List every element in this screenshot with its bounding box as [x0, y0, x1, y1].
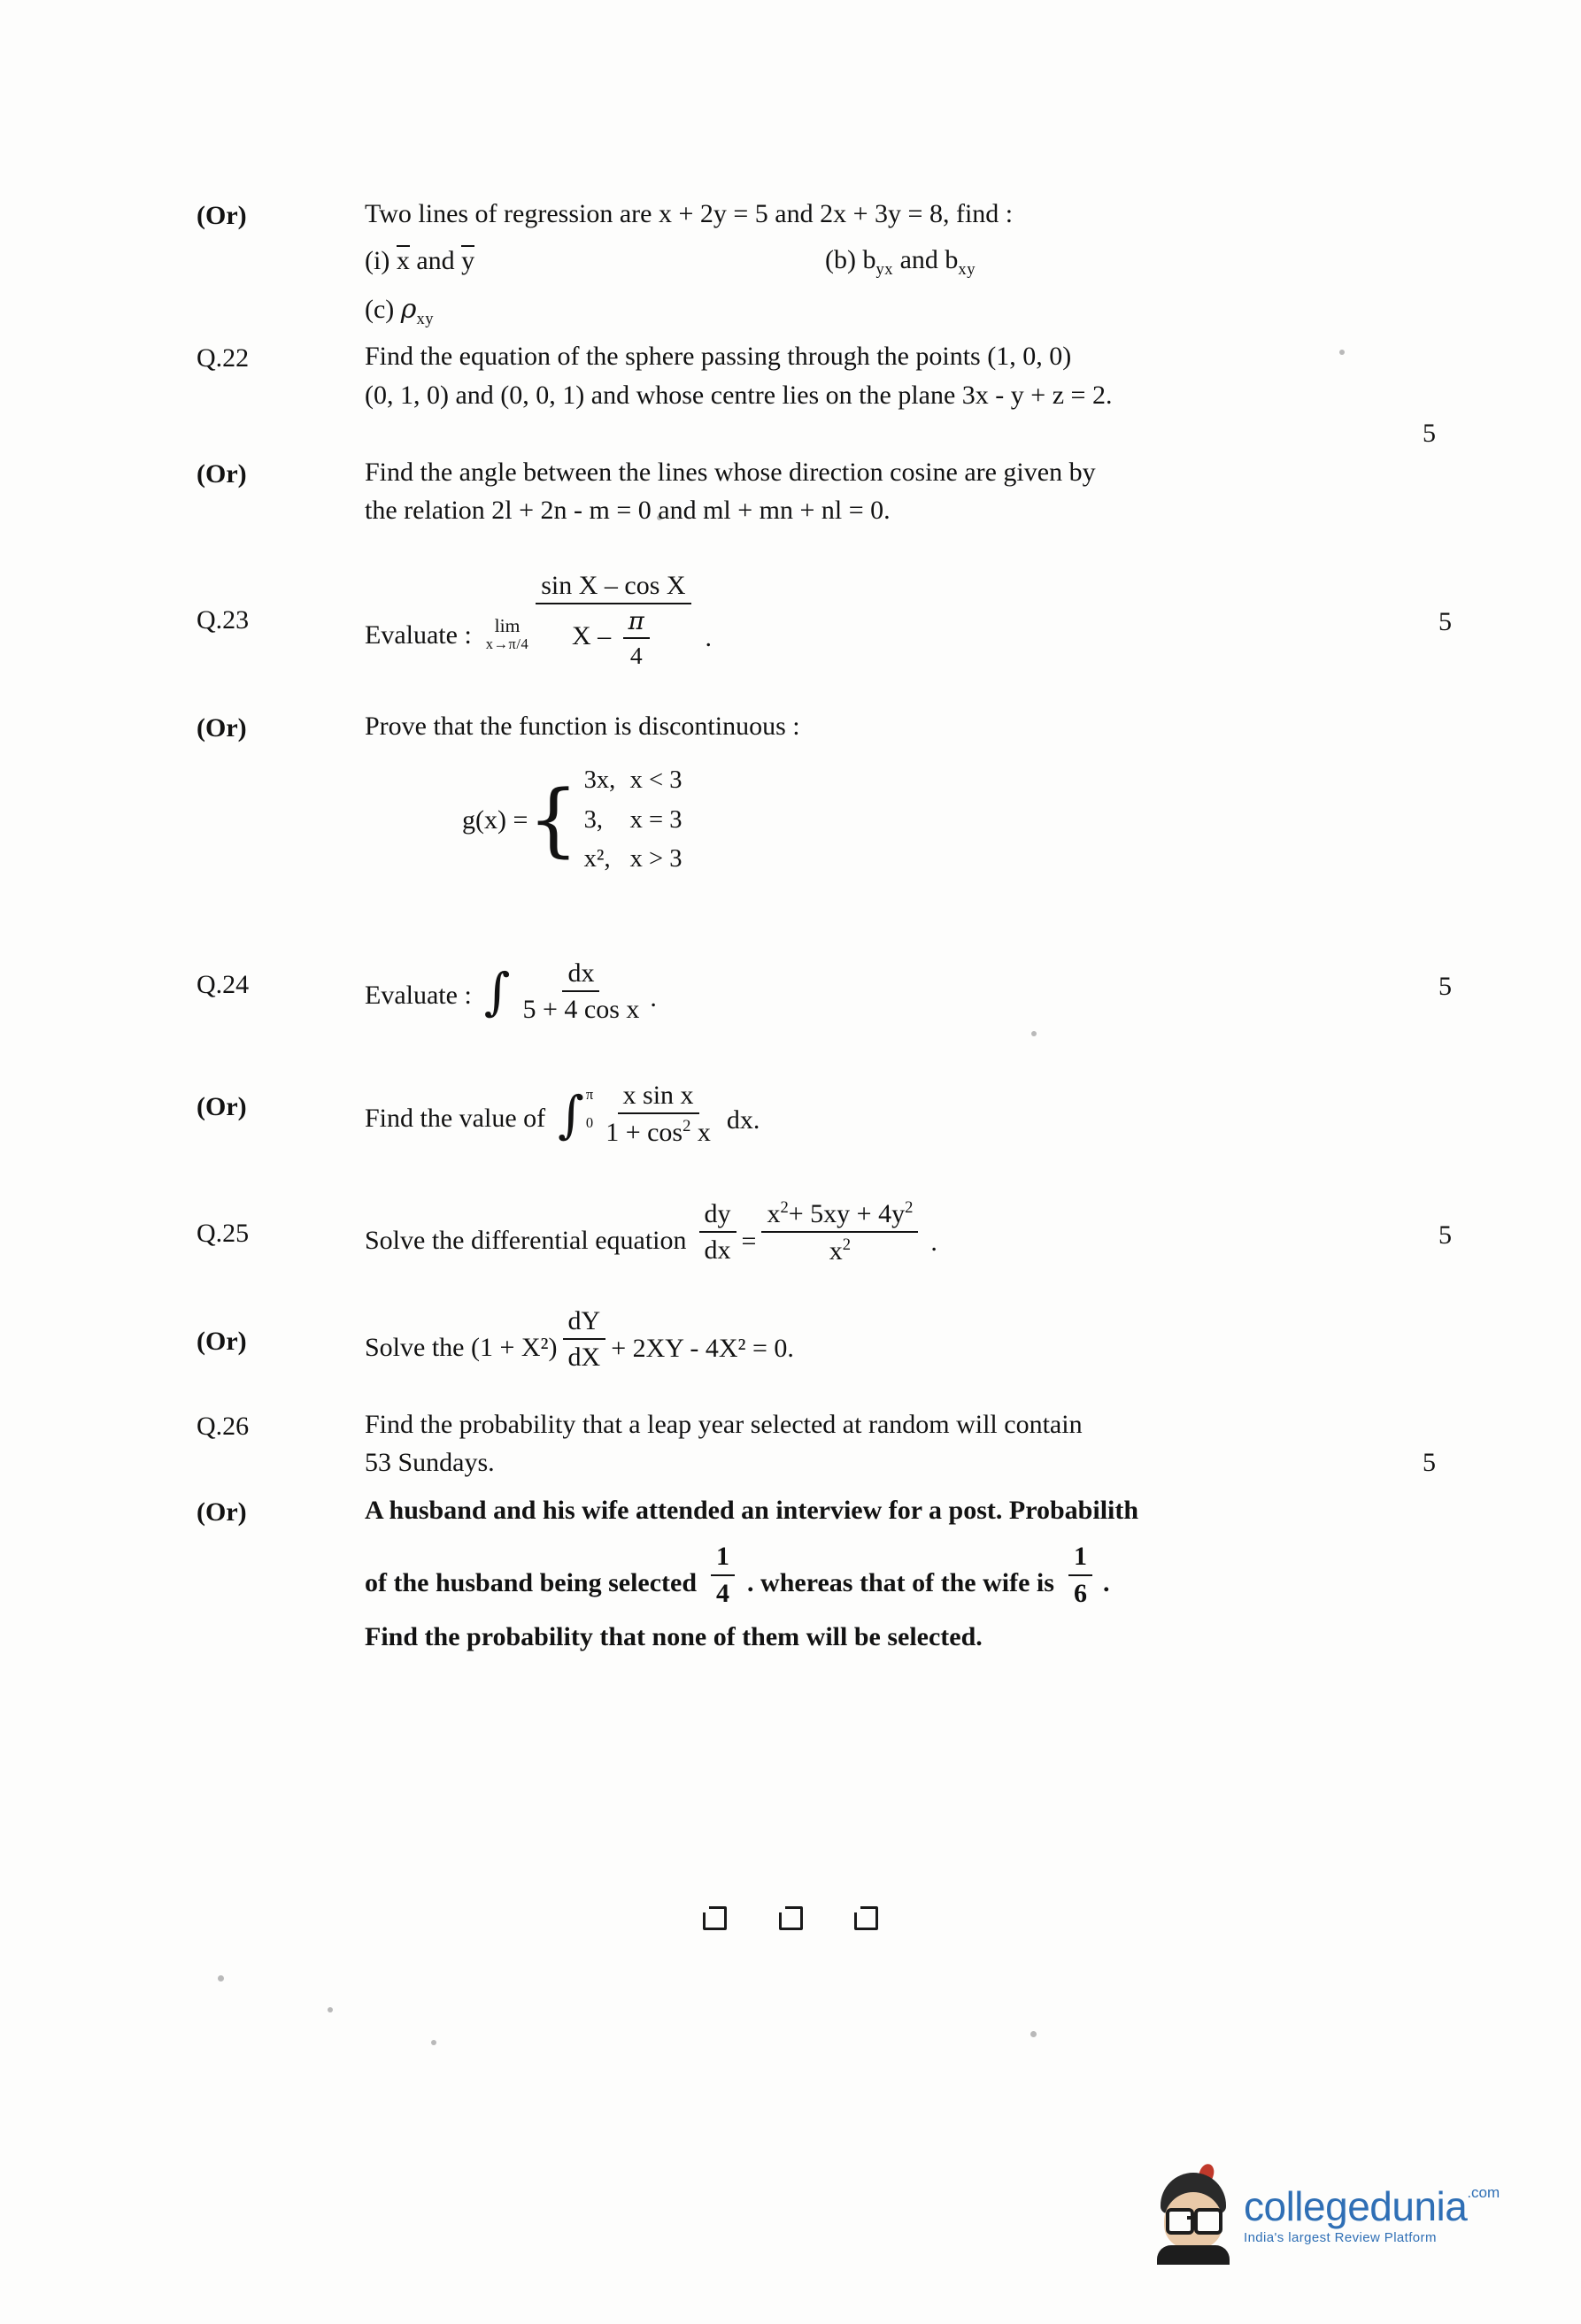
question-item	[197, 1405, 1436, 1482]
question-line-1: Find the equation of the sphere passing through the points (1, 0, 0)	[365, 342, 1072, 372]
question-line-2	[365, 1542, 1436, 1609]
fraction-denominator: dx	[704, 1235, 731, 1266]
solve-expression	[365, 1301, 1436, 1374]
square-icon	[703, 1906, 727, 1930]
question-label: Q.22	[197, 343, 250, 373]
question-subitems-row	[365, 241, 1436, 282]
question-label: Q.26	[197, 1411, 250, 1441]
question-item	[197, 337, 1436, 453]
question-label: Q.25	[197, 1218, 250, 1248]
watermark	[1155, 2173, 1500, 2258]
question-label: (Or)	[197, 201, 247, 230]
subitem-i	[365, 242, 825, 281]
fraction-numerator: 1	[711, 1542, 735, 1576]
scan-speck	[328, 2007, 333, 2012]
question-line-1: Find the angle between the lines whose direction cosine are given by	[365, 457, 1096, 487]
case-value: 3,	[583, 805, 604, 834]
equals-sign: =	[741, 1227, 757, 1257]
question-label: (Or)	[197, 1091, 247, 1121]
question-item	[197, 1491, 1436, 1657]
square-icon	[854, 1906, 878, 1930]
question-list	[197, 195, 1452, 1662]
evaluate-prefix: Evaluate :	[365, 620, 472, 650]
fraction-numerator: sin X – cos X	[536, 571, 690, 605]
piecewise-function	[462, 761, 1436, 879]
square-icon	[779, 1906, 803, 1930]
question-label: (Or)	[197, 458, 247, 489]
question-prefix: Find the value of	[365, 1103, 546, 1133]
line2-mid: . whereas that of the wife is	[747, 1567, 1054, 1597]
integrand-fraction	[600, 1081, 716, 1149]
question-text: Two lines of regression are x + 2y = 5 and 2x + 3y = 8, find :	[365, 199, 1014, 228]
fraction-numerator: dY	[563, 1306, 606, 1341]
limit-fraction	[536, 571, 690, 670]
numerator-exponent: 2	[780, 1197, 789, 1217]
subitem-c	[365, 290, 1436, 332]
denominator-pre: 1 + cos	[605, 1118, 683, 1148]
denominator-post: x	[697, 1118, 711, 1148]
case-condition: x = 3	[629, 805, 683, 834]
limit-label: lim	[494, 614, 521, 636]
question-item	[197, 570, 1452, 670]
pi-symbol: π	[623, 607, 650, 639]
watermark-text	[1244, 2185, 1500, 2244]
fraction-denominator: 4	[716, 1578, 730, 1608]
question-body	[365, 1301, 1436, 1374]
fraction-denominator	[824, 1233, 856, 1267]
question-item	[197, 1070, 1436, 1149]
case-value: 3x,	[583, 766, 616, 795]
question-text: Prove that the function is discontinuous :	[365, 711, 800, 741]
subitem-i-and: and	[416, 246, 455, 276]
denominator-pre: x	[829, 1236, 843, 1266]
integral-upper-limit: π	[585, 1085, 594, 1103]
left-brace-icon: {	[528, 773, 579, 866]
differential-equation-expression	[365, 1191, 1436, 1267]
question-line-2: (0, 1, 0) and (0, 0, 1) and whose centre lies on the plane 3x - y + z = 2.	[365, 380, 1113, 410]
watermark-brand-name: collegedunia	[1244, 2183, 1468, 2230]
watermark-brand	[1244, 2185, 1500, 2228]
one-fourth-fraction	[711, 1542, 735, 1609]
fraction-numerator: 1	[1068, 1542, 1092, 1576]
b-yx: b	[862, 244, 876, 274]
b-yx-subscript: yx	[875, 259, 894, 279]
integrand-fraction	[517, 958, 644, 1026]
question-line-2-row	[365, 1443, 1436, 1482]
evaluate-expression	[365, 571, 1436, 670]
question-marks: 5	[1423, 419, 1436, 449]
rhs-fraction	[761, 1198, 918, 1267]
integral-limits	[585, 1085, 594, 1132]
question-suffix: dx.	[726, 1104, 760, 1135]
fraction-denominator: dX	[567, 1343, 601, 1373]
integral-icon: ∫	[483, 963, 511, 1022]
question-line-3: Find the probability that none of them will be selected.	[365, 1622, 983, 1652]
definite-integral-expression	[365, 1070, 1436, 1149]
question-item	[197, 1301, 1436, 1374]
question-body	[365, 337, 1436, 453]
question-line-2: the relation 2l + 2n - m = 0 and ml + mn + nl = 0.	[365, 496, 891, 526]
question-body	[365, 946, 1452, 1026]
denominator-left: X –	[571, 621, 612, 651]
subitem-b	[825, 241, 976, 282]
scan-speck	[1030, 2031, 1037, 2037]
evaluate-expression	[365, 946, 1436, 1026]
one-sixth-fraction	[1068, 1542, 1092, 1609]
question-suffix: + 2XY - 4X² = 0.	[611, 1334, 794, 1364]
trailing-period: .	[705, 623, 713, 653]
trailing-period: .	[650, 983, 657, 1013]
numerator-pre: x	[767, 1198, 781, 1228]
question-item	[197, 946, 1452, 1026]
four: 4	[629, 642, 643, 670]
question-item	[197, 707, 1436, 879]
case-condition: x > 3	[629, 844, 683, 873]
question-body	[365, 453, 1436, 530]
limit-subscript: x→π/4	[485, 635, 529, 652]
question-label: (Or)	[197, 712, 247, 743]
scan-speck	[431, 2040, 436, 2045]
question-body	[365, 195, 1436, 332]
numerator-post: + 5xy + 4y	[788, 1198, 906, 1228]
case-row	[584, 840, 683, 879]
question-line-1: A husband and his wife attended an interview for a post. Probabilith	[365, 1495, 1139, 1525]
denominator-exponent: 2	[683, 1117, 691, 1136]
question-label: (Or)	[197, 1497, 247, 1527]
subitem-i-label: (i)	[365, 246, 390, 276]
b-xy: b	[945, 244, 959, 274]
question-body	[365, 1191, 1452, 1267]
question-body	[365, 1405, 1436, 1482]
case-value: x²,	[583, 844, 611, 873]
limit-operator	[486, 589, 528, 651]
question-marks: 5	[1438, 971, 1452, 1001]
integral-icon: ∫	[558, 1085, 584, 1144]
dy-dx-fraction	[699, 1199, 737, 1266]
question-item	[197, 453, 1436, 530]
fraction-numerator: x sin x	[618, 1081, 699, 1115]
question-item	[197, 195, 1436, 332]
fraction-denominator	[567, 604, 660, 669]
denominator-exponent: 2	[842, 1235, 852, 1255]
fraction-numerator: dx	[562, 958, 599, 993]
question-line-2: 53 Sundays.	[365, 1448, 495, 1478]
brace-group	[528, 761, 682, 879]
question-prefix: Solve the differential equation	[365, 1226, 687, 1256]
fraction-denominator: 6	[1073, 1578, 1087, 1608]
line2-post: .	[1102, 1567, 1110, 1597]
question-body	[365, 1070, 1436, 1149]
student-avatar-icon	[1155, 2173, 1231, 2258]
end-of-paper-marker	[0, 1905, 1581, 1938]
x-bar: x	[396, 246, 410, 276]
evaluate-prefix: Evaluate :	[365, 981, 472, 1011]
integral-lower-limit: 0	[585, 1114, 594, 1132]
fraction-denominator	[600, 1114, 716, 1149]
rho-symbol: ρ	[400, 294, 417, 326]
question-line-1: Find the probability that a leap year selected at random will contain	[365, 1409, 1083, 1439]
fraction-numerator	[761, 1198, 918, 1234]
marks-row	[365, 414, 1436, 453]
question-label: Q.24	[197, 969, 250, 999]
case-condition: x < 3	[629, 766, 683, 795]
watermark-tagline: India's largest Review Platform	[1244, 2229, 1437, 2245]
pi-over-4	[623, 607, 650, 669]
cases-list	[584, 761, 683, 879]
y-bar: y	[461, 246, 475, 276]
case-row	[584, 761, 683, 800]
question-marks: 5	[1423, 1448, 1436, 1478]
watermark-brand-suffix: .com	[1467, 2184, 1500, 2202]
dY-dX-fraction	[563, 1306, 606, 1374]
subitem-c-label: (c)	[365, 295, 395, 325]
scan-speck	[218, 1975, 224, 1982]
question-item	[197, 1191, 1452, 1267]
numerator-exponent-2: 2	[905, 1197, 914, 1217]
subitem-b-label: (b)	[825, 244, 856, 274]
question-marks: 5	[1438, 1220, 1452, 1250]
question-body	[365, 707, 1436, 879]
line2-pre: of the husband being selected	[365, 1567, 698, 1597]
fraction-denominator: 5 + 4 cos x	[522, 995, 640, 1025]
question-body	[365, 570, 1452, 670]
question-label: (Or)	[197, 1326, 247, 1356]
question-prefix: Solve the (1 + X²)	[365, 1333, 558, 1363]
b-xy-subscript: xy	[958, 259, 976, 279]
case-row	[584, 801, 683, 840]
rho-subscript: xy	[416, 310, 435, 329]
question-marks: 5	[1438, 606, 1452, 636]
question-body	[365, 1491, 1436, 1657]
fraction-numerator: dy	[699, 1199, 737, 1234]
function-name: g(x) =	[462, 804, 528, 835]
trailing-period: .	[930, 1227, 937, 1258]
question-label: Q.23	[197, 604, 250, 635]
subitem-b-and: and	[899, 244, 938, 274]
